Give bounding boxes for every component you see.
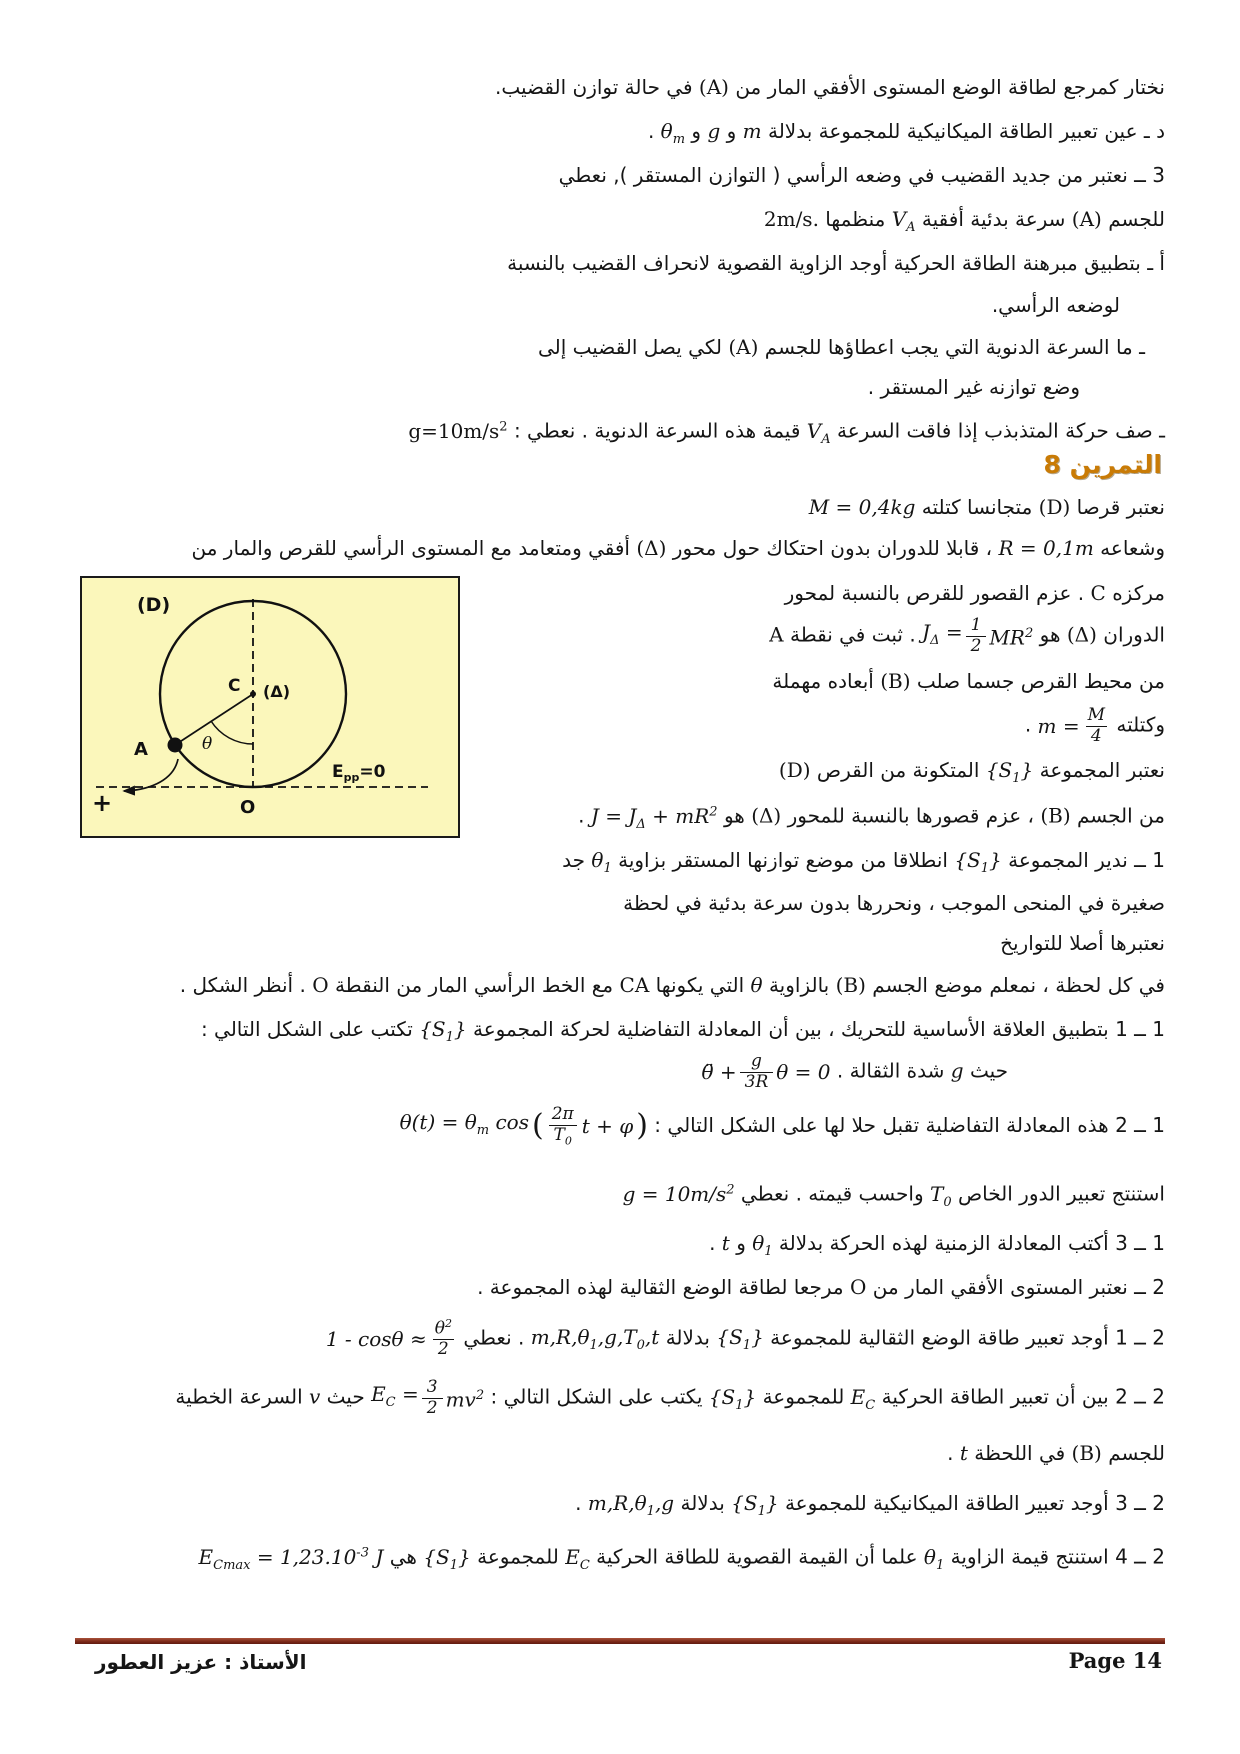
math-segment: $\theta_m$ [660,119,686,147]
math-segment: O [850,1275,867,1299]
math-segment: (B) [1040,803,1071,828]
math-segment: $\theta_1$ [923,1544,945,1573]
text-segment: 3 ــ نعتبر من جديد القضيب في وضعه الرأسي ( التوازن المستقر ), نعطي [558,163,1165,187]
text-line [201,1014,1165,1053]
math-segment: $\{S_1\}$ [419,1017,467,1045]
math-segment: $m,R,\theta_1,g,T_0,t$ [530,1325,660,1354]
text-segment: للمجموعة [477,1544,559,1569]
math-segment: θ [750,973,763,997]
text-segment: شدة الثقالة . [836,1058,945,1083]
text-segment: نعتبرها أصلا للتواريخ [1000,931,1165,955]
text-segment: . أنظر الشكل . [179,973,306,997]
pointA-label: A [134,739,148,760]
text-segment: للمجموعة [762,1384,845,1409]
math-segment: (A) [698,75,729,99]
math-segment: g [707,119,721,143]
disc-figure-svg [82,578,458,836]
footer-separator [75,1638,1165,1644]
math-segment: (Δ) [636,536,667,560]
text-segment: 2 ــ 2 بين أن تعبير الطاقة الحركية [881,1384,1165,1409]
text-segment: . عزم القصور للقرص بالنسبة لمحور [784,581,1085,605]
math-segment: 1 - cosθ ≈ [325,1326,427,1351]
text-segment: من محيط القرص جسما صلب [916,669,1165,693]
body-B-dot [168,738,183,753]
text-segment: ـ ما السرعة الدنوية التي يجب اعطاؤها للجسم [764,335,1145,359]
math-segment: m [742,119,762,143]
math-segment: $J_\Delta$ = [922,619,963,648]
axis-label: (Δ) [263,682,291,701]
math-segment: θ = 0 [776,1060,831,1085]
text-segment: في اللحظة [974,1441,1066,1465]
text-segment: . [1024,712,1032,737]
equation [371,1378,484,1418]
text-segment: من الجسم [1076,803,1165,828]
text-segment: 2 ــ 1 أوجد تعبير طاقة الوضع الثقالية للمجموعة [770,1325,1165,1350]
math-segment: (A) [728,335,759,359]
plus-sign: + [92,789,113,817]
text-line [175,1378,1165,1421]
footer-page-number: Page 14 [1068,1648,1162,1673]
math-segment: CA [619,973,650,997]
math-segment: (A) [1071,207,1102,231]
math-segment: θ̈ + [701,1060,737,1085]
math-segment: $\theta_1$ [752,1231,773,1259]
text-segment: واحسب قيمته . نعطي [740,1181,924,1206]
fraction: $\frac{2\pi}{T_0}$ [547,1105,579,1148]
math-segment: (Δ) [751,803,782,828]
text-line [785,578,1165,608]
text-segment: . ثبت في نقطة [789,622,916,647]
text-line [623,1175,1165,1218]
math-segment: $mv^2$ [445,1387,485,1412]
math-segment: (B) [880,669,911,693]
text-line [180,970,1165,1000]
disc-label: (D) [137,594,171,616]
text-segment: حيث [326,1384,365,1409]
text-segment: للجسم [1108,207,1165,231]
text-segment: و [736,1231,746,1255]
text-line [559,160,1165,190]
text-segment: يكتب على الشكل التالي : [490,1384,703,1409]
text-segment: 2 ــ نعتبر المستوى الأفقي المار من [872,1275,1165,1299]
text-segment: ، قابلا للدوران بدون احتكاك حول محور [672,536,993,560]
text-line [538,332,1145,362]
math-segment: $g = 10m/s^2$ [622,1181,735,1206]
math-segment: (D) [1038,495,1071,519]
text-segment: أبعاده مهملة [772,669,874,693]
math-segment: $\theta_1$ [591,848,612,876]
math-segment: $\{S_1\}$ [731,1491,779,1519]
text-segment: نعتبر المجموعة [1039,758,1165,782]
math-segment: M = 0,4kg [808,495,916,519]
text-line [992,290,1120,320]
text-segment: 1 ــ 1 بتطبيق العلاقة الأساسية للتحريك ، بين أن المعادلة التفاضلية لحركة المجموعة [473,1017,1165,1041]
text-line [578,797,1165,840]
equation [702,1052,831,1092]
fraction: $\frac{g}{3R}$ [740,1052,774,1092]
math-segment: 2m/s. [763,207,819,231]
text-segment: لكي يصل القضيب إلى [537,335,722,359]
text-line [769,616,1165,656]
text-segment: . نعطي [463,1325,525,1350]
text-segment: . [947,1441,954,1465]
text-segment: وكتلته [1116,712,1165,737]
text-segment: حيث [969,1058,1008,1083]
center-label: C [228,676,241,696]
equation [400,1105,648,1148]
radius-CA-line [175,694,253,745]
text-segment: متجانسا كتلته [921,495,1033,519]
text-line [575,1488,1165,1527]
math-segment: (B) [1071,1441,1102,1465]
text-line [495,72,1165,102]
text-segment: . [578,803,585,828]
text-segment: بالزاوية [768,973,830,997]
equation [326,1318,457,1360]
text-line [562,845,1165,884]
text-line [199,1538,1165,1581]
text-line [1025,706,1165,746]
text-segment: جد [562,848,586,872]
text-segment: د ـ عين تعبير الطاقة الميكانيكية للمجموعة بدلالة [767,119,1165,143]
text-segment: و [726,119,737,143]
text-segment: صغيرة في المنحى الموجب ، ونحررها بدون سرعة بدئية في لحظة [623,891,1165,915]
math-segment: m = [1037,714,1080,739]
text-segment: هو [1039,622,1061,647]
text-segment: في كل لحظة ، نمعلم موضع الجسم [872,973,1165,997]
center-dot [250,691,256,697]
text-segment: لوضعه الرأسي. [991,293,1120,317]
math-segment: A [769,622,784,647]
text-line [709,1228,1165,1267]
text-line [809,492,1165,522]
math-segment: R = 0,1m [998,536,1094,560]
text-line [868,372,1080,402]
text-line [772,666,1165,696]
exercise-heading: التمرين 8 [1043,450,1162,479]
math-segment: t [721,1231,730,1255]
text-segment: للجسم [1108,1441,1165,1465]
text-segment: نختار كمرجع لطاقة الوضع المستوى الأفقي المار من [735,75,1165,99]
math-segment: g [950,1058,964,1083]
text-segment: وشعاعه [1100,536,1165,560]
text-segment: بدلالة [665,1325,710,1350]
math-segment: t [959,1441,968,1465]
text-line [1000,928,1165,958]
math-segment: C [1090,581,1106,605]
math-segment: $MR^2$ [989,625,1034,650]
origin-label: O [240,797,256,818]
math-segment: (B) [835,973,866,997]
math-segment: $E_C$ [850,1384,876,1413]
text-segment: قيمة هذه السرعة الدنوية . نعطي : [513,418,801,443]
text-line [477,1272,1165,1302]
math-segment: $\{S_1\}$ [716,1325,764,1354]
text-line [400,1105,1165,1148]
math-segment: $V_A$ [891,207,916,235]
fraction: $\frac{\theta^2}{2}$ [434,1317,452,1360]
math-segment: (Δ) [1066,622,1097,647]
equation [1038,706,1111,746]
math-segment: $\{S_1\}$ [423,1544,471,1573]
text-line [623,888,1165,918]
equation [922,616,1033,656]
text-segment: . [575,1491,582,1515]
text-segment: استنتج تعبير الدور الخاص [957,1181,1165,1206]
text-segment: 1 ــ 2 هذه المعادلة التفاضلية تقبل حلا لها على الشكل التالي : [654,1112,1165,1137]
text-segment: مرجعا لطاقة الوضع الثقالية لهذه المجموعة . [477,1275,844,1299]
math-segment: $E_C$ [565,1544,590,1573]
epp-label: $E_{pp}=0$ [332,762,386,784]
math-segment: O [312,973,329,997]
text-line [648,116,1165,155]
text-segment: مع الخط الرأسي المار من النقطة [334,973,614,997]
math-segment: $J = J_\Delta + mR^2$ [590,803,718,832]
theta-arc [211,721,253,744]
text-line [408,412,1165,455]
text-segment: و [691,119,702,143]
positive-direction-arrow [124,759,178,791]
math-segment: $E_C$ = [371,1381,419,1410]
parenthesis: ) [636,1108,648,1144]
math-segment: $\{S_1\}$ [985,758,1034,786]
fraction: $\frac{1}{2}$ [966,616,987,656]
footer-teacher-name: الأستاذ : عزيز العطور [95,1650,307,1674]
math-segment: $m,R,\theta_1,g$ [587,1491,675,1519]
text-segment: هي [389,1544,417,1569]
math-segment: v [308,1384,321,1409]
text-segment: أفقي ومتعامد مع المستوى الرأسي للقرص والمار من [191,536,630,560]
text-line [192,533,1165,563]
text-segment: ، عزم قصورها بالنسبة للمحور [787,803,1034,828]
text-segment: نعتبر قرصا [1076,495,1165,519]
text-segment: أ ـ بتطبيق مبرهنة الطاقة الحركية أوجد الزاوية القصوية لانحراف القضيب بالنسبة [507,251,1165,275]
text-segment: بدلالة [680,1491,725,1515]
parenthesis: ( [531,1108,544,1144]
text-segment: المتكونة من القرص [816,758,980,782]
text-segment: . [709,1231,716,1255]
equation-line [702,1052,1009,1092]
text-line [764,204,1165,243]
math-segment: $\theta(t) = \theta_m$ cos [399,1109,529,1138]
text-segment: . [647,119,655,143]
text-segment: في حالة توازن القضيب. [495,75,693,99]
math-segment: t + φ [581,1114,634,1139]
text-segment: التي يكونها [655,973,745,997]
text-segment: 1 ــ 3 أكتب المعادلة الزمنية لهذه الحركة بدلالة [778,1231,1165,1255]
math-segment: $V_A$ [806,418,831,447]
text-segment: الدوران [1103,622,1165,647]
math-segment: $g=10m/s^2$ [408,418,508,443]
math-segment: $\{S_1\}$ [708,1384,757,1413]
fraction: $\frac{3}{2}$ [422,1378,443,1418]
math-segment: $E_{Cmax} = 1,23.10^{-3}$ J [198,1544,384,1573]
theta-label: θ [202,734,213,754]
text-segment: 2 ــ 3 أوجد تعبير الطاقة الميكانيكية للمجموعة [784,1491,1165,1515]
text-segment: تكتب على الشكل التالي : [200,1017,413,1041]
text-segment: هو [723,803,745,828]
text-line [779,755,1165,794]
text-segment: 1 ــ ندير المجموعة [1008,848,1165,872]
text-segment: سرعة بدئية أفقية [921,207,1066,231]
fraction: $\frac{M}{4}$ [1087,705,1106,746]
text-segment: السرعة الخطية [175,1384,303,1409]
text-segment: انطلاقا من موضع توازنها المستقر بزاوية [618,848,948,872]
text-segment: 2 ــ 4 استنتج قيمة الزاوية [950,1544,1165,1569]
disc-figure [80,576,460,838]
text-segment: وضع توازنه غير المستقر . [867,375,1080,399]
text-line [507,248,1165,278]
text-segment: منظمها [825,207,886,231]
text-segment: ـ صف حركة المتذبذب إذا فاقت السرعة [836,418,1165,443]
text-segment: علما أن القيمة القصوية للطاقة الحركية [596,1544,918,1569]
math-segment: $\{S_1\}$ [954,848,1002,876]
text-line [326,1318,1165,1361]
math-segment: $T_0$ [929,1181,952,1210]
text-segment: مركزه [1112,581,1165,605]
text-line [947,1438,1165,1468]
math-segment: (D) [778,758,811,782]
